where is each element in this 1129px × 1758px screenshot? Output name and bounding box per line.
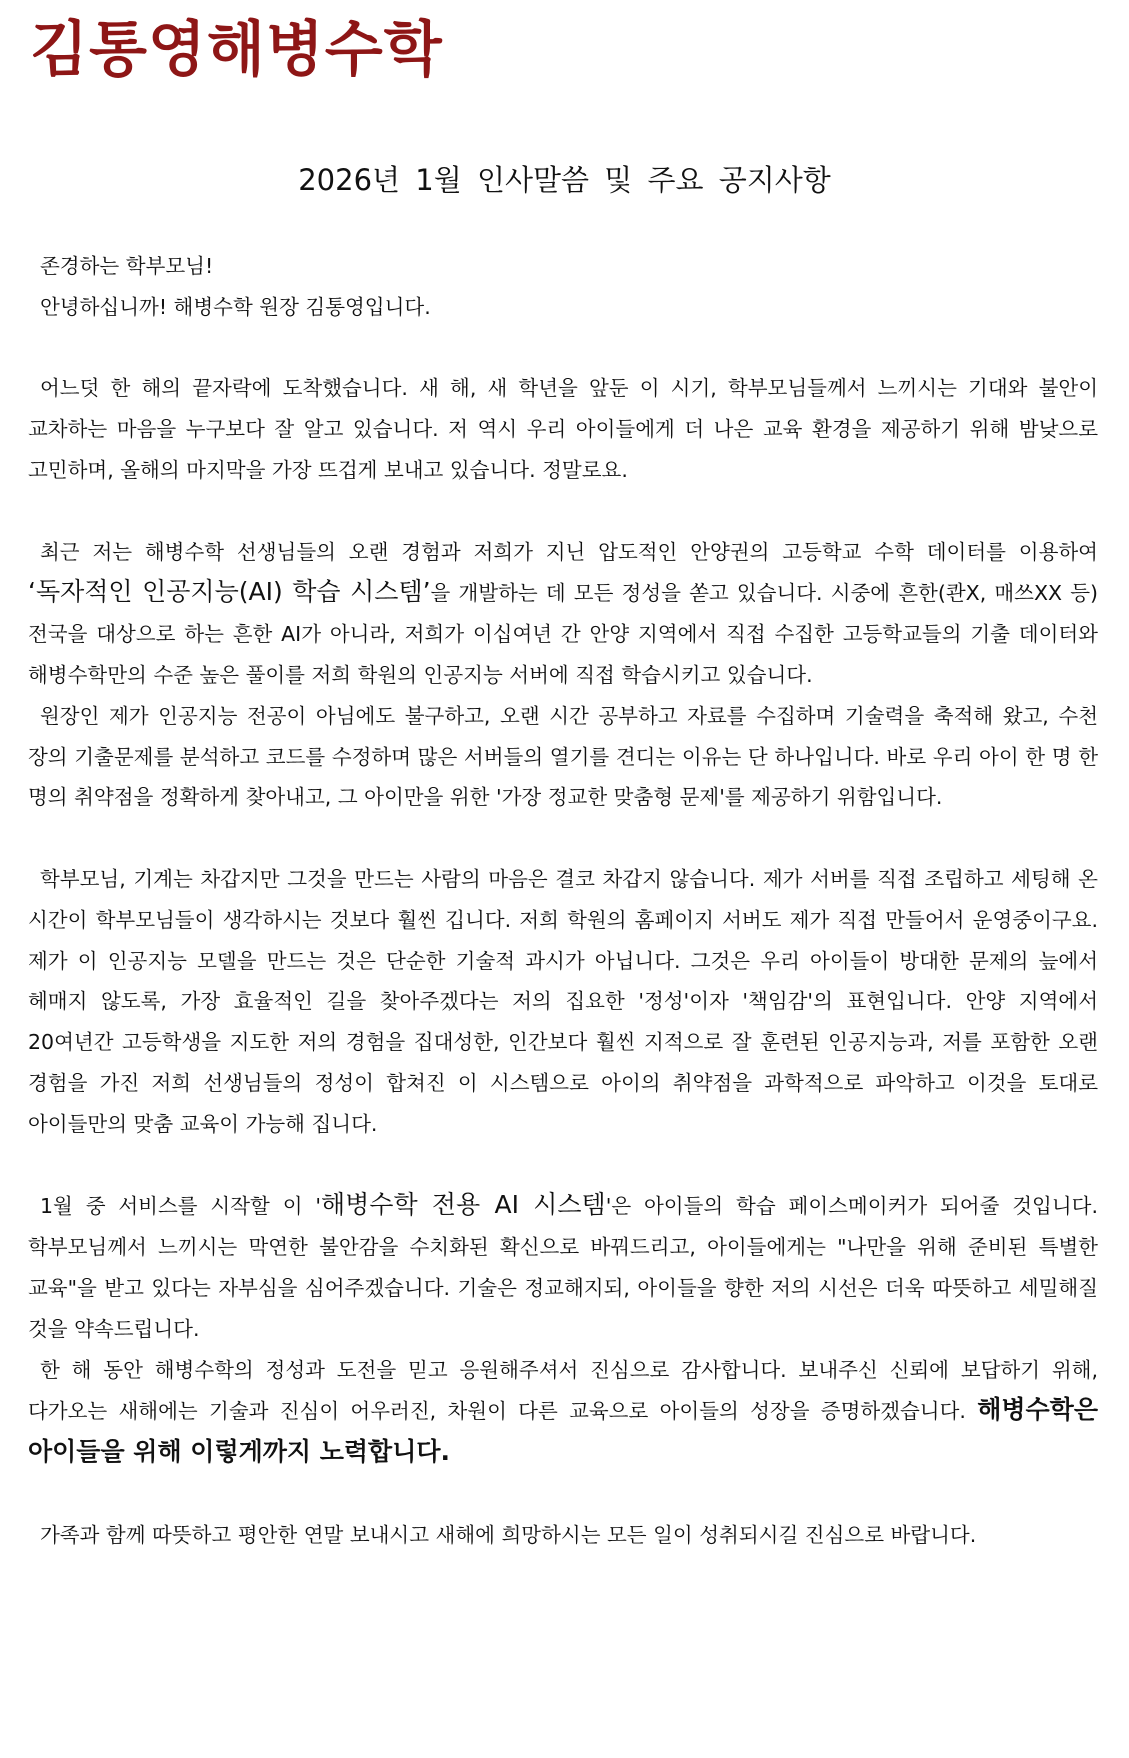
- paragraph-director-effort: 원장인 제가 인공지능 전공이 아님에도 불구하고, 오랜 시간 공부하고 자료를 수집하며 기술력을 축적해 왔고, 수천 장의 기출문제를 분석하고 코드를 수정하며 많은 서버들의 열기를 견디는 이유는 단 하나입니다. 바로 우리 아이 한 명 한 명의 취약점을 정확하게 찾아내고, 그 아이만을 위한 '가장 정교한 맞춤형 문제'를 제공하기 위함입니다.: [28, 703, 1098, 810]
- paragraph-sincerity: 학부모님, 기계는 차갑지만 그것을 만드는 사람의 마음은 결코 차갑지 않습니다. 제가 서버를 직접 조립하고 세팅해 온 시간이 학부모님들이 생각하시는 것보다 훨씬 깁니다. 저희 학원의 홈페이지 서버도 제가 직접 만들어서 운영중이구요. 제가 이 인공지능 모델을 만드는 것은 단순한 기술적 과시가 아닙니다. 그것은 우리 아이들이 방대한 문제의 늪에서 헤매지 않도록, 가장 효율적인 길을 찾아주겠다는 저의 집요한 '정성'이자 '책임감'의 표현입니다. 안양 지역에서 20여년간 고등학생을 지도한 저의 경험을 집대성한, 인간보다 훨씬 지적으로 잘 훈련된 인공지능과, 저를 포함한 오랜 경험을 가진 저희 선생님들의 정성이 합쳐진 이 시스템으로 아이의 취약점을 과학적으로 파악하고 이것을 토대로 아이들만의 맞춤 교육이 가능해 집니다.: [28, 866, 1098, 1136]
- service-name-highlight: 해병수학 전용 AI 시스템: [321, 1190, 606, 1220]
- ai-system-highlight: ‘독자적인 인공지능(AI) 학습 시스템’: [28, 577, 431, 607]
- greeting-line-2: 안녕하십니까! 해병수학 원장 김통영입니다.: [40, 294, 431, 319]
- paragraph-ai-system-text-a: 최근 저는 해병수학 선생님들의 오랜 경험과 저희가 지닌 압도적인 안양권의 고등학교 수학 데이터를 이용하여: [40, 539, 1098, 564]
- greeting-line-1: 존경하는 학부모님!: [40, 254, 214, 278]
- paragraph-gratitude-text: 한 해 동안 해병수학의 정성과 도전을 믿고 응원해주셔서 진심으로 감사합니다. 보내주신 신뢰에 보답하기 위해, 다가오는 새해에는 기술과 진심이 어우러진, 차원이 다른 교육으로 아이들의 성장을 증명하겠습니다.: [28, 1357, 1098, 1424]
- closing-emphasis: 해병수학은 아이들을 위해 이렇게까지 노력합니다.: [28, 1395, 1098, 1467]
- paragraph-closing-wishes: 가족과 함께 따뜻하고 평안한 연말 보내시고 새해에 희망하시는 모든 일이 성취되시길 진심으로 바랍니다.: [40, 1522, 977, 1547]
- paragraph-ai-system: [28, 532, 1098, 696]
- notice-body: [28, 246, 1098, 1556]
- paragraph-year-end: 어느덧 한 해의 끝자락에 도착했습니다. 새 해, 새 학년을 앞둔 이 시기, 학부모님들께서 느끼시는 기대와 불안이 교차하는 마음을 누구보다 잘 알고 있습니다. 저 역시 우리 아이들에게 더 나은 교육 환경을 제공하기 위해 밤낮으로 고민하며, 올해의 마지막을 가장 뜨겁게 보내고 있습니다. 정말로요.: [28, 376, 1098, 482]
- academy-logo: 김통영해병수학: [30, 15, 443, 85]
- paragraph-service-launch: [28, 1185, 1098, 1349]
- paragraph-service-launch-text-a: 1월 중 서비스를 시작할 이 ': [40, 1194, 321, 1219]
- paragraph-gratitude: [28, 1350, 1098, 1474]
- paragraph-service-launch-text-b: '은 아이들의 학습 페이스메이커가 되어줄 것입니다. 학부모님께서 느끼시는 막연한 불안감을 수치화된 확신으로 바꿔드리고, 아이들에게는 "나만을 위해 준비된 특별한 교육"을 받고 있다는 자부심을 심어주겠습니다. 기술은 정교해지되, 아이들을 향한 저의 시선은 더욱 따뜻하고 세밀해질 것을 약속드립니다.: [28, 1194, 1098, 1341]
- notice-title: 2026년 1월 인사말씀 및 주요 공지사항: [298, 163, 831, 197]
- paragraph-ai-system-text-b: 을 개발하는 데 모든 정성을 쏟고 있습니다. 시중에 흔한(콴X, 매쓰XX 등) 전국을 대상으로 하는 흔한 AI가 아니라, 저희가 이십여년 간 안양 지역에서 직접 수집한 고등학교들의 기출 데이터와 해병수학만의 수준 높은 풀이를 저희 학원의 인공지능 서버에 직접 학습시키고 있습니다.: [28, 581, 1098, 687]
